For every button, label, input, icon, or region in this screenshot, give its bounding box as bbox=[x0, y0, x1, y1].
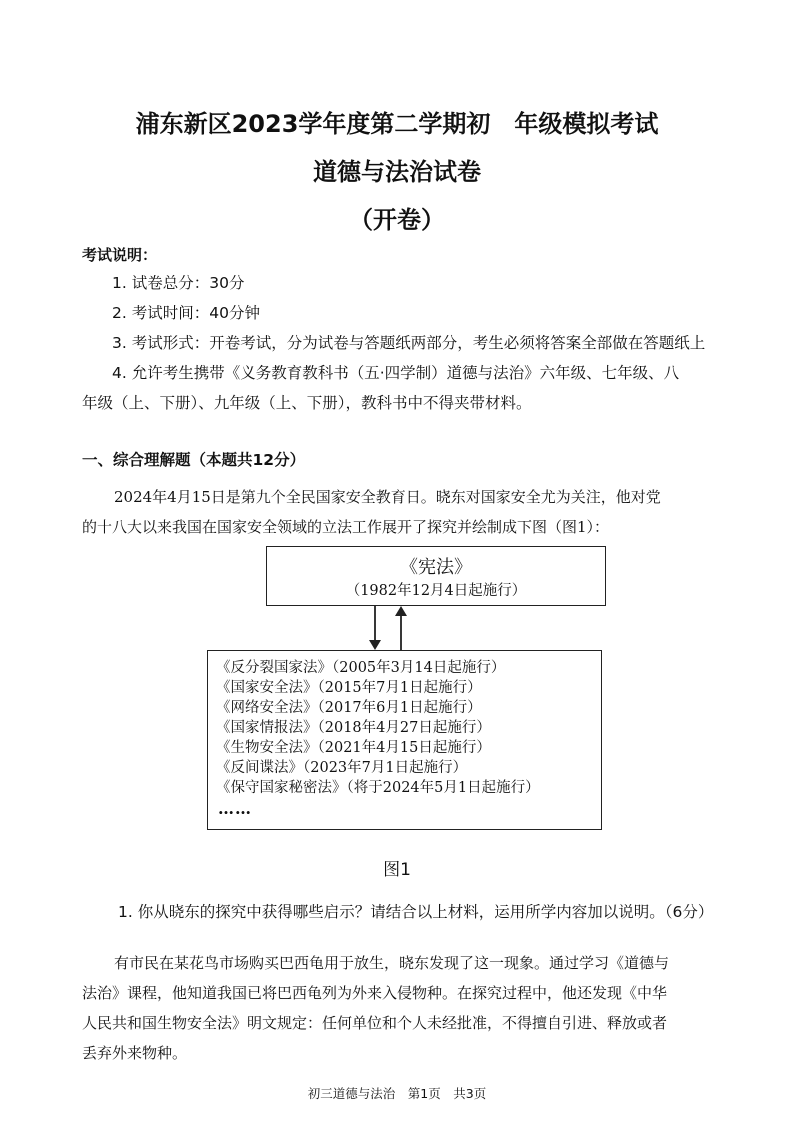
paper-subtitle: （开卷） bbox=[349, 206, 445, 234]
law-item: 《反间谍法》（2023年7月1日起施行） bbox=[216, 760, 468, 776]
constitution-date: （1982年12月4日起施行） bbox=[345, 583, 527, 599]
page-footer: 初三道德与法治 第1页 共3页 bbox=[307, 1086, 487, 1101]
intro-line: 的十八大以来我国在国家安全领域的立法工作展开了探究并绘制成下图（图1）： bbox=[82, 518, 610, 536]
figure-label: 图1 bbox=[383, 860, 411, 880]
instructions-heading: 考试说明： bbox=[82, 246, 158, 264]
instruction-item: 4. 允许考生携带《义务教育教科书（五·四学制）道德与法治》六年级、七年级、八 bbox=[112, 364, 680, 382]
passage-line: 丢弃外来物种。 bbox=[82, 1044, 188, 1062]
instruction-item-continued: 年级（上、下册）、九年级（上、下册），教科书中不得夹带材料。 bbox=[82, 394, 532, 412]
paper-title: 道德与法治试卷 bbox=[313, 158, 481, 186]
bidirectional-arrows bbox=[360, 604, 420, 652]
law-item: 《网络安全法》（2017年6月1日起施行） bbox=[216, 700, 482, 716]
constitution-title: 《宪法》 bbox=[400, 557, 472, 578]
passage-line: 有市民在某花鸟市场购买巴西龟用于放生，晓东发现了这一现象。通过学习《道德与 bbox=[114, 954, 670, 972]
law-item: 《保守国家秘密法》（将于2024年5月1日起施行） bbox=[216, 780, 540, 796]
instruction-item: 3. 考试形式：开卷考试，分为试卷与答题纸两部分，考生必须将答案全部做在答题纸上 bbox=[112, 334, 706, 352]
law-item: 《生物安全法》（2021年4月15日起施行） bbox=[216, 740, 491, 756]
law-item: 《国家情报法》（2018年4月27日起施行） bbox=[216, 720, 491, 736]
question-1: 1. 你从晓东的探究中获得哪些启示？请结合以上材料，运用所学内容加以说明。（6分） bbox=[118, 903, 714, 921]
intro-line: 2024年4月15日是第九个全民国家安全教育日。晓东对国家安全尤为关注，他对党 bbox=[114, 488, 661, 506]
down-arrow-head bbox=[369, 640, 381, 650]
passage-line: 法治》课程，他知道我国已将巴西龟列为外来入侵物种。在探究过程中，他还发现《中华 bbox=[82, 984, 668, 1002]
section-heading: 一、综合理解题（本题共12分） bbox=[82, 451, 306, 469]
exam-title: 浦东新区2023学年度第二学期初 年级模拟考试 bbox=[135, 110, 659, 138]
instruction-item: 1. 试卷总分：30分 bbox=[112, 274, 245, 292]
up-arrow-head bbox=[395, 606, 407, 616]
laws-box bbox=[207, 650, 602, 830]
passage-paragraph bbox=[82, 948, 722, 1068]
law-item: 《国家安全法》（2015年7月1日起施行） bbox=[216, 680, 482, 696]
intro-paragraph bbox=[82, 482, 722, 542]
constitution-box bbox=[266, 546, 606, 606]
passage-line: 人民共和国生物安全法》明文规定：任何单位和个人未经批准，不得擅自引进、释放或者 bbox=[82, 1014, 668, 1032]
instruction-item: 2. 考试时间：40分钟 bbox=[112, 304, 260, 322]
ellipsis: …… bbox=[218, 799, 252, 818]
law-item: 《反分裂国家法》（2005年3月14日起施行） bbox=[216, 660, 506, 676]
